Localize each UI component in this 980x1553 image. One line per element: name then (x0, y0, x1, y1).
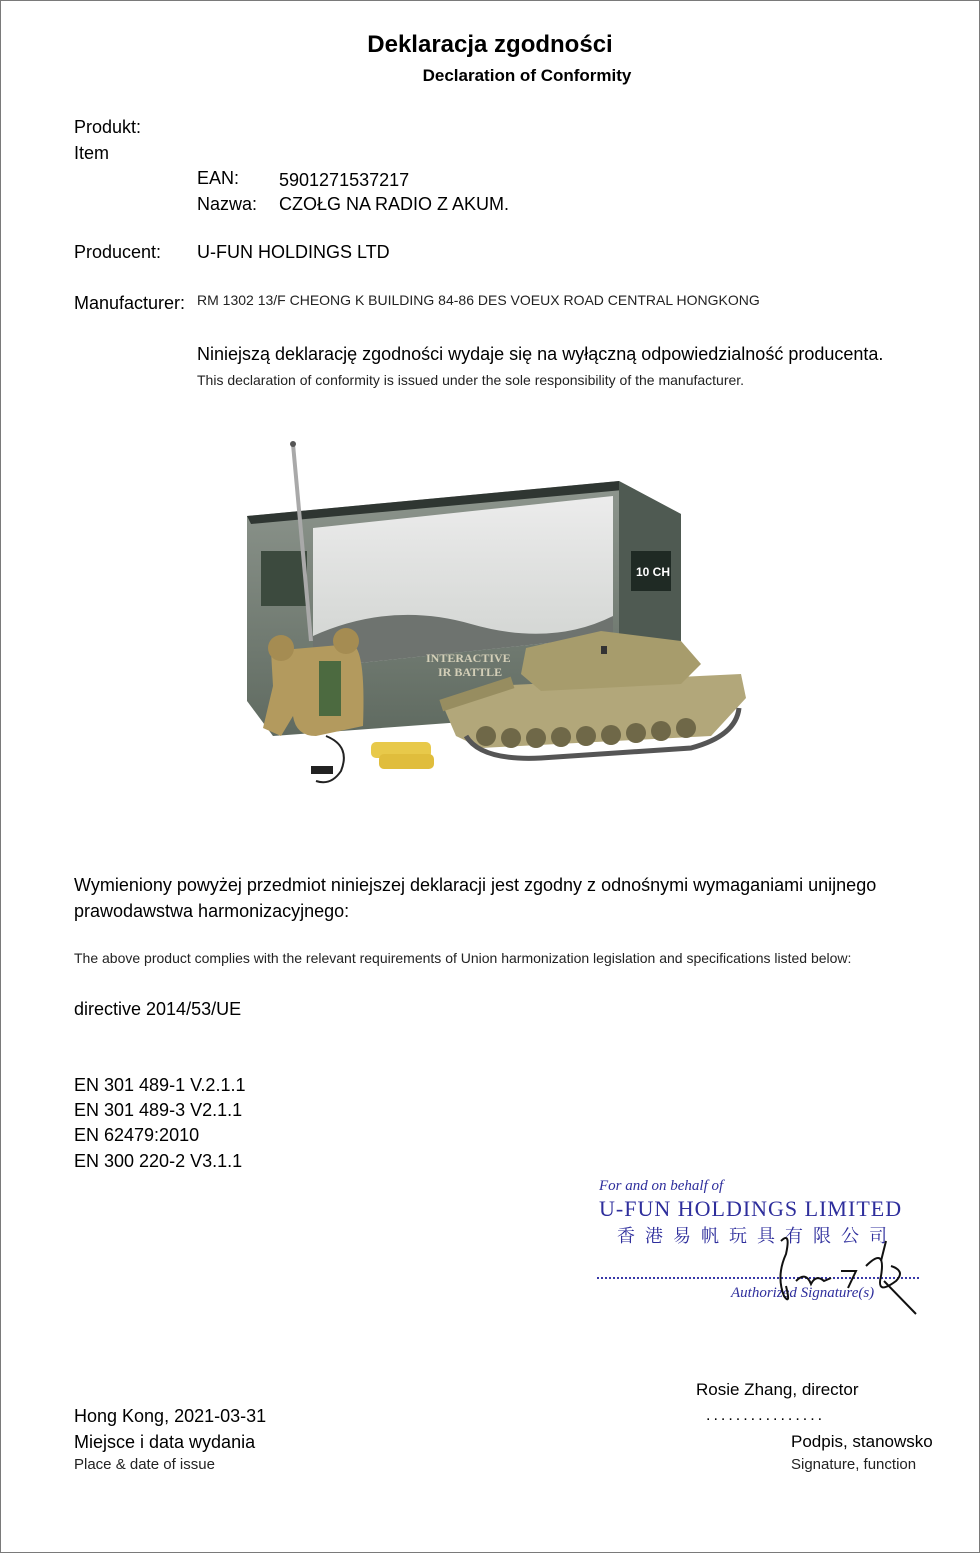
producer-value: U-FUN HOLDINGS LTD (197, 242, 390, 262)
standard-4: EN 300 220-2 V3.1.1 (74, 1151, 243, 1171)
stamp-company-chinese: 香港易帆玩具有限公司 (617, 1226, 897, 1247)
standard-3: EN 62479:2010 (74, 1125, 200, 1145)
place-label-pl: Miejsce i data wydania (74, 1432, 256, 1452)
responsibility-pl: Niniejszą deklarację zgodności wydaje się na wyłączną odpowiedzialność producenta. (197, 344, 884, 364)
product-label-en: Item (74, 143, 110, 163)
compliance-pl-line2: prawodawstwa harmonizacyjnego: (74, 901, 350, 921)
standard-2: EN 301 489-3 V2.1.1 (74, 1100, 243, 1120)
ean-value: 5901271537217 (279, 170, 410, 190)
name-value: CZOŁG NA RADIO Z AKUM. (279, 194, 510, 214)
ean-label: EAN: (197, 168, 240, 188)
handwritten-signature (756, 1226, 926, 1321)
manufacturer-label: Manufacturer: (74, 293, 186, 313)
name-label: Nazwa: (197, 194, 258, 214)
directive: directive 2014/53/UE (74, 999, 242, 1019)
stamp-line-behalf: For and on behalf of (599, 1178, 724, 1194)
product-photo (241, 436, 761, 821)
box-text-battle: IR BATTLE (438, 665, 503, 679)
signature-label-pl: Podpis, stanowsko (791, 1432, 933, 1451)
stamp-authorized: Authorized Signature(s) (731, 1285, 875, 1301)
place-label-en: Place & date of issue (74, 1456, 215, 1473)
manufacturer-address: RM 1302 13/F CHEONG K BUILDING 84-86 DES VOEUX ROAD CENTRAL HONGKONG (197, 292, 760, 308)
place-date: Hong Kong, 2021-03-31 (74, 1406, 267, 1426)
standard-1: EN 301 489-1 V.2.1.1 (74, 1075, 246, 1095)
signature-label-en: Signature, function (791, 1456, 917, 1473)
producer-label: Producent: (74, 242, 162, 262)
box-text-interactive: INTERACTIVE (426, 651, 511, 665)
title-english: Declaration of Conformity (422, 66, 632, 85)
signer-name: Rosie Zhang, director (696, 1380, 859, 1399)
compliance-en: The above product complies with the relevant requirements of Union harmonization legislation and specifications listed below: (74, 950, 852, 966)
title-polish: Deklaracja zgodności (367, 31, 613, 58)
responsibility-en: This declaration of conformity is issued under the sole responsibility of the manufacturer. (197, 372, 745, 388)
product-label-pl: Produkt: (74, 117, 142, 137)
stamp-company-name: U-FUN HOLDINGS LIMITED (599, 1196, 903, 1221)
signature-dots: ................ (706, 1407, 826, 1424)
box-badge: 10 CH (636, 565, 671, 579)
compliance-pl-line1: Wymieniony powyżej przedmiot niniejszej deklaracji jest zgodny z odnośnymi wymaganiami unijnego (74, 875, 877, 895)
